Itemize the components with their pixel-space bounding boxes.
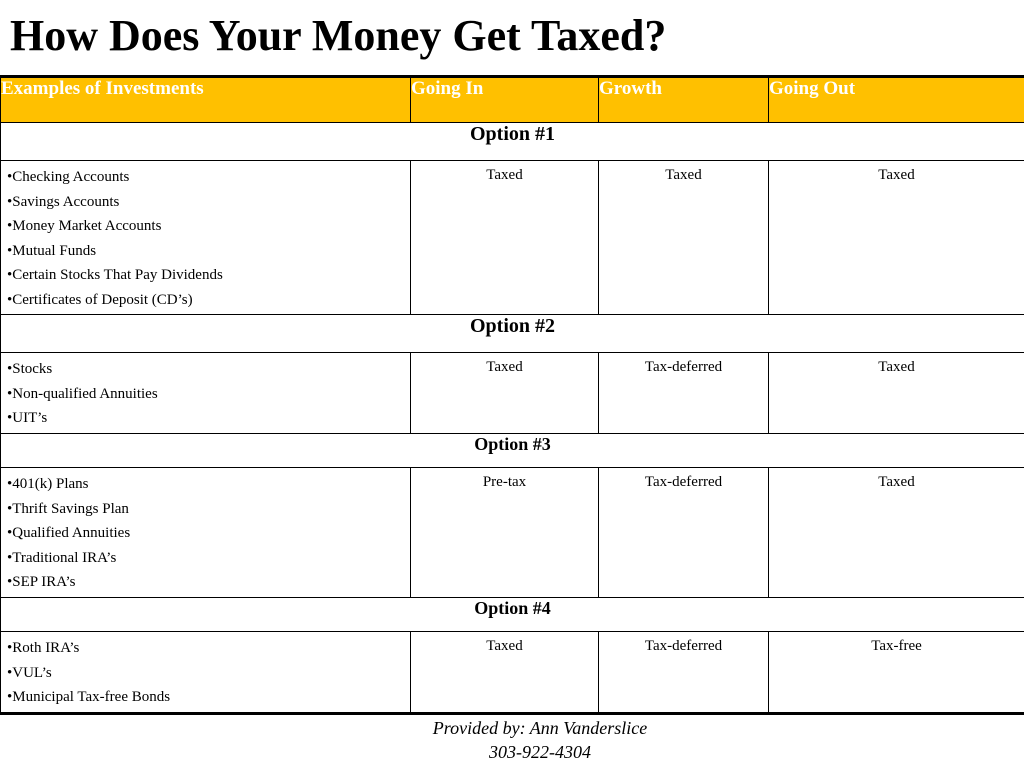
list-item: • Qualified Annuities xyxy=(7,521,410,546)
going-in-cell: Pre-tax xyxy=(411,468,599,598)
going-in-cell: Taxed xyxy=(411,632,599,714)
investments-cell xyxy=(1,468,411,598)
investments-cell xyxy=(1,632,411,714)
going-out-cell: Taxed xyxy=(769,161,1024,315)
growth-cell: Tax-deferred xyxy=(599,353,769,434)
table-header-row xyxy=(1,77,1024,123)
going-out-cell: Taxed xyxy=(769,353,1024,434)
table-row xyxy=(1,632,1024,714)
list-item: • Checking Accounts xyxy=(7,165,410,190)
list-item: • Money Market Accounts xyxy=(7,214,410,239)
option-row-3 xyxy=(1,434,1024,468)
option-row-4 xyxy=(1,598,1024,632)
header-examples-of-investments: Examples of Investments xyxy=(1,77,411,123)
going-out-cell: Taxed xyxy=(769,468,1024,598)
list-item: • Mutual Funds xyxy=(7,239,410,264)
list-item: • Municipal Tax-free Bonds xyxy=(7,685,410,710)
list-item: • VUL’s xyxy=(7,661,410,686)
option-row-1 xyxy=(1,123,1024,161)
option-row-2 xyxy=(1,315,1024,353)
option-label: Option #1 xyxy=(1,123,1024,161)
going-in-cell: Taxed xyxy=(411,161,599,315)
list-item: • Certificates of Deposit (CD’s) xyxy=(7,288,410,313)
growth-cell: Tax-deferred xyxy=(599,632,769,714)
list-item: • Thrift Savings Plan xyxy=(7,497,410,522)
page-title: How Does Your Money Get Taxed? xyxy=(10,11,667,60)
going-out-cell: Tax-free xyxy=(769,632,1024,714)
provided-by-text: Provided by: Ann Vanderslice xyxy=(432,718,648,738)
growth-cell: Taxed xyxy=(599,161,769,315)
tax-table xyxy=(0,75,1024,715)
list-item: • Traditional IRA’s xyxy=(7,546,410,571)
header-growth: Growth xyxy=(599,77,769,123)
option-label: Option #3 xyxy=(1,434,1024,468)
growth-cell: Tax-deferred xyxy=(599,468,769,598)
header-going-out: Going Out xyxy=(769,77,1024,123)
list-item: • Certain Stocks That Pay Dividends xyxy=(7,263,410,288)
going-in-cell: Taxed xyxy=(411,353,599,434)
table-row xyxy=(1,161,1024,315)
investments-cell xyxy=(1,161,411,315)
list-item: • 401(k) Plans xyxy=(7,472,410,497)
option-label: Option #2 xyxy=(1,315,1024,353)
list-item: • Stocks xyxy=(7,357,410,382)
table-row xyxy=(1,353,1024,434)
header-going-in: Going In xyxy=(411,77,599,123)
list-item: • UIT’s xyxy=(7,406,410,431)
list-item: • Savings Accounts xyxy=(7,190,410,215)
option-label: Option #4 xyxy=(1,598,1024,632)
investments-cell xyxy=(1,353,411,434)
phone-number: 303-922-4304 xyxy=(489,742,591,762)
footer xyxy=(0,716,1024,764)
list-item: • Roth IRA’s xyxy=(7,636,410,661)
table-row xyxy=(1,468,1024,598)
list-item: • Non-qualified Annuities xyxy=(7,382,410,407)
list-item: • SEP IRA’s xyxy=(7,570,410,595)
